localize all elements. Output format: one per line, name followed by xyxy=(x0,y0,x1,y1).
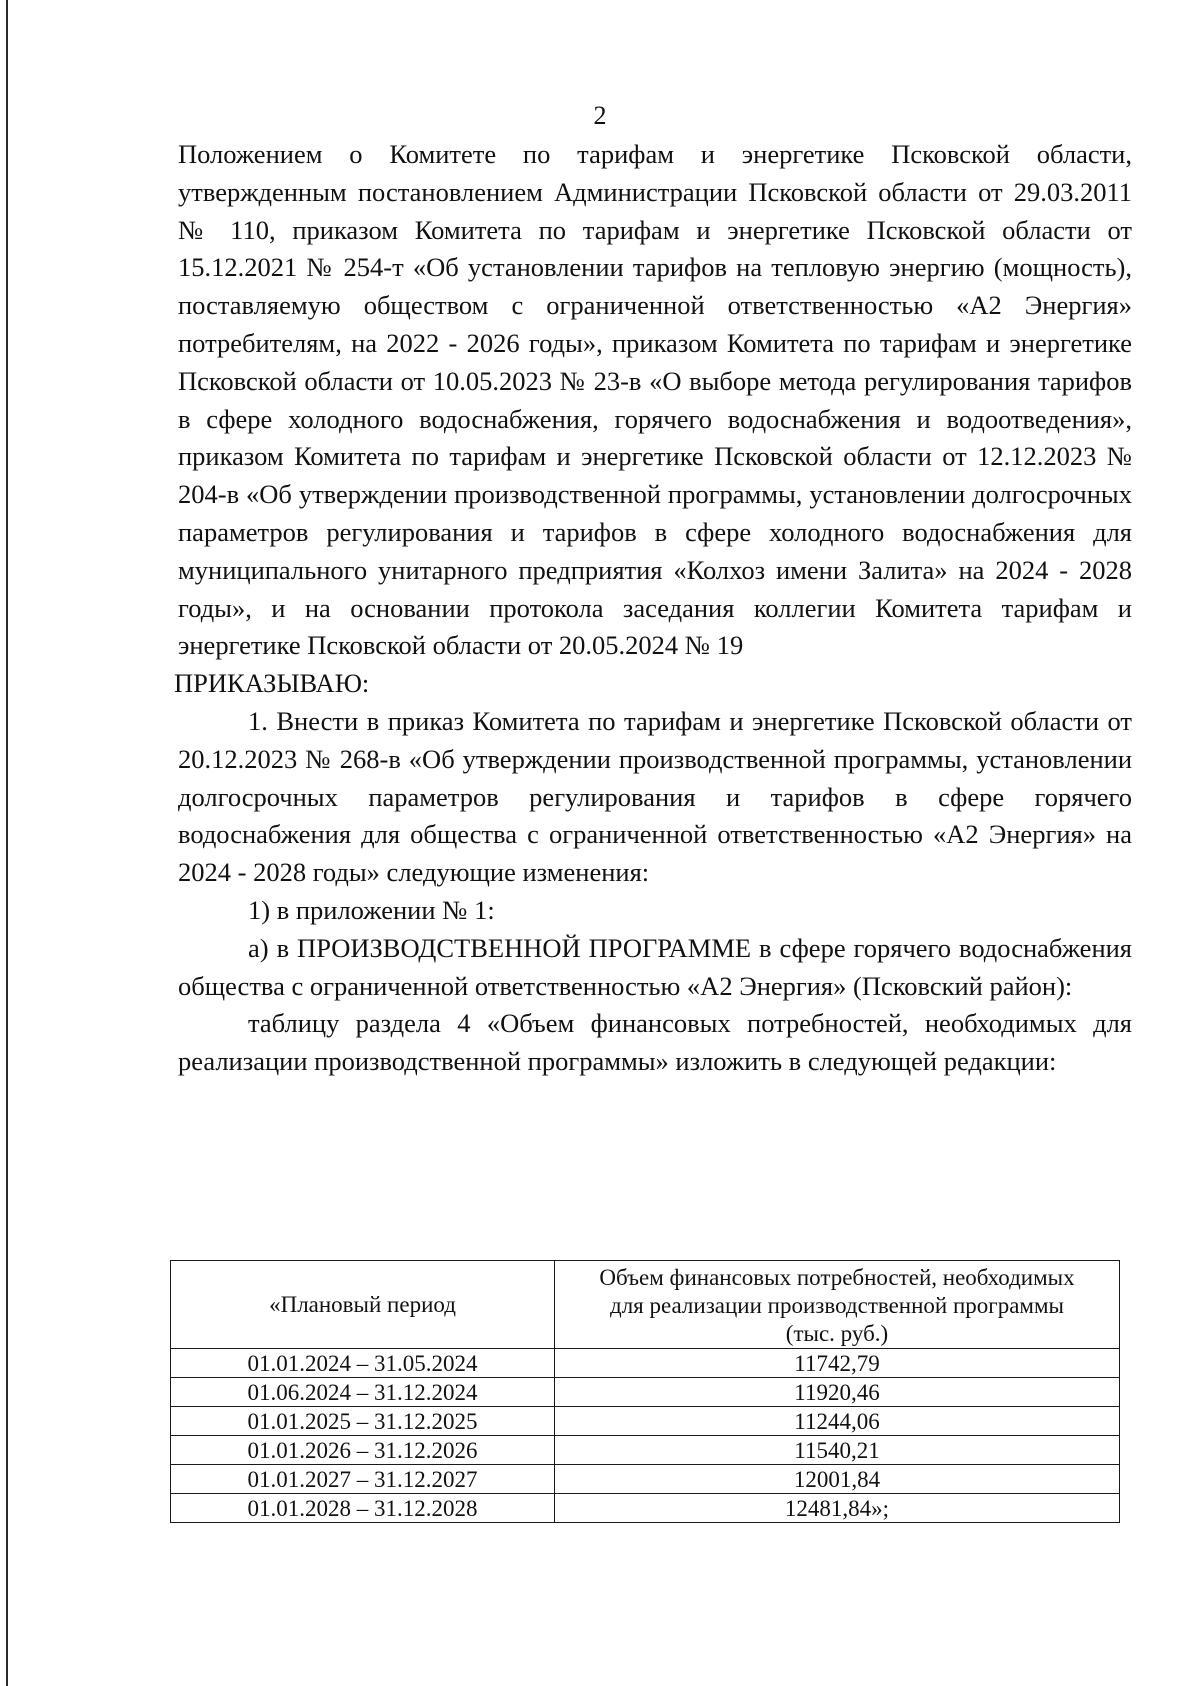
cell-period: 01.06.2024 – 31.12.2024 xyxy=(171,1378,555,1407)
table-row xyxy=(171,1407,1120,1436)
cell-period: 01.01.2028 – 31.12.2028 xyxy=(171,1494,555,1523)
financial-needs-table xyxy=(170,1260,1120,1523)
cell-value: 11742,79 xyxy=(555,1349,1120,1378)
cell-period: 01.01.2027 – 31.12.2027 xyxy=(171,1465,555,1494)
header-volume xyxy=(555,1261,1120,1349)
sub-item-1-paragraph: 1) в приложении № 1: xyxy=(248,894,495,925)
cell-period: 01.01.2024 – 31.05.2024 xyxy=(171,1349,555,1378)
scan-page-edge xyxy=(6,0,8,1686)
intro-paragraph: Положением о Комитете по тарифам и энергетике Псковской области, утвержденным постановлением Администрации Псковской области от 29.03.2011 № 110, приказом Комитета по тарифам и энергетике Псковской области от 15.12.2021 № 254-т «Об установлении тарифов на тепловую энергию (мощность), поставляемую обществом с ограниченной ответственностью «А2 Энергия» потребителям, на 2022 - 2026 годы», приказом Комитета по тарифам и энергетике Псковской области от 10.05.2023 № 23-в «О выборе метода регулирования тарифов в сфере холодного водоснабжения, горячего водоснабжения и водоотведения», приказом Комитета по тарифам и энергетике Псковской области от 12.12.2023 № 204-в «Об утверждении производственной программы, установлении долгосрочных параметров регулирования и тарифов в сфере холодного водоснабжения для муниципального унитарного предприятия «Колхоз имени Залита» на 2024 - 2028 годы», и на основании протокола заседания коллегии Комитета тарифам и энергетике Псковской области от 20.05.2024 № 19 xyxy=(178,139,1132,661)
header-volume-line-1: Объем финансовых потребностей, необходимых xyxy=(599,1265,1075,1290)
cell-value: 11540,21 xyxy=(555,1436,1120,1465)
header-period: «Плановый период xyxy=(171,1261,555,1349)
item-1-paragraph: 1. Внести в приказ Комитета по тарифам и энергетике Псковской области от 20.12.2023 № 268-в «Об утверждении производственной программы, установлении долгосрочных параметров регулирования и тарифов в сфере горячего водоснабжения для общества с ограниченной ответственностью «А2 Энергия» на 2024 - 2028 годы» следующие изменения: xyxy=(178,705,1132,888)
table-row xyxy=(171,1436,1120,1465)
cell-value: 11244,06 xyxy=(555,1407,1120,1436)
header-volume-line-2: для реализации производственной программы xyxy=(610,1293,1064,1318)
cell-value: 12481,84»; xyxy=(555,1494,1120,1523)
table-row xyxy=(171,1378,1120,1407)
cell-period: 01.01.2026 – 31.12.2026 xyxy=(171,1436,555,1465)
table-intro-paragraph: таблицу раздела 4 «Объем финансовых потребностей, необходимых для реализации производственной программы» изложить в следующей редакции: xyxy=(178,1008,1132,1077)
table-row xyxy=(171,1349,1120,1378)
sub-item-a-paragraph: а) в ПРОИЗВОДСТВЕННОЙ ПРОГРАММЕ в сфере горячего водоснабжения общества с ограниченной ответственностью «А2 Энергия» (Псковский район): xyxy=(178,932,1132,1001)
table-row xyxy=(171,1465,1120,1494)
header-volume-line-3: (тыс. руб.) xyxy=(785,1321,889,1346)
cell-value: 11920,46 xyxy=(555,1378,1120,1407)
page-number: 2 xyxy=(593,101,607,130)
table-header-row xyxy=(171,1261,1120,1349)
cell-period: 01.01.2025 – 31.12.2025 xyxy=(171,1407,555,1436)
cell-value: 12001,84 xyxy=(555,1465,1120,1494)
document-body xyxy=(174,136,1132,1081)
order-heading: ПРИКАЗЫВАЮ: xyxy=(174,668,370,699)
table-row xyxy=(171,1494,1120,1523)
